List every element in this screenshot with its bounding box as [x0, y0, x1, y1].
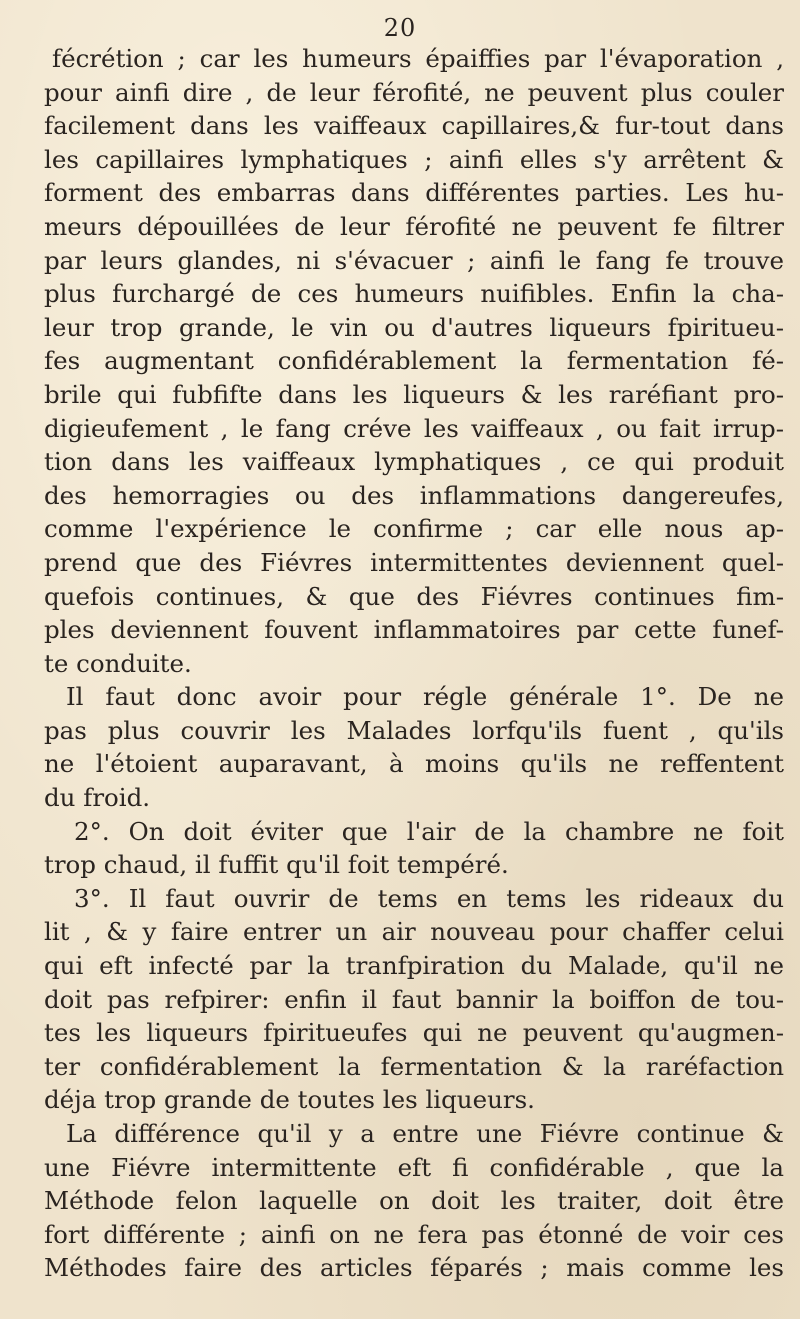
text-line: fes augmentant confidérablement la fermentation fé-	[44, 346, 784, 376]
text-line: brile qui fubfifte dans les liqueurs & les raréfiant pro-	[44, 379, 784, 409]
body-text	[44, 42, 784, 1285]
text-line: forment des embarras dans différentes parties. Les hu-	[44, 178, 784, 208]
text-line: leur trop grande, le vin ou d'autres liqueurs fpiritueu-	[44, 312, 784, 342]
text-line: facilement dans les vaiffeaux capillaires,& fur-tout dans	[44, 111, 784, 141]
text-line: des hemorragies ou des inflammations dangereufes,	[44, 480, 784, 510]
text-line: ter confidérablement la fermentation & la raréfaction	[44, 1051, 784, 1081]
text-line: comme l'expérience le confirme ; car elle nous ap-	[44, 514, 784, 544]
text-line: fécrétion ; car les humeurs épaiffies par l'évaporation ,	[52, 44, 784, 73]
text-line: pas plus couvrir les Malades lorfqu'ils fuent , qu'ils	[44, 715, 784, 745]
text-line: par leurs glandes, ni s'évacuer ; ainfi le fang fe trouve	[44, 245, 784, 275]
text-line: ples deviennent fouvent inflammatoires par cette funef-	[44, 615, 784, 645]
text-line: La différence qu'il y a entre une Fiévre continue &	[66, 1119, 784, 1148]
text-line: Méthode felon laquelle on doit les traiter, doit être	[44, 1186, 784, 1216]
text-line: digieufement , le fang créve les vaiffeaux , ou fait irrup-	[44, 413, 784, 443]
text-line: te conduite.	[44, 648, 192, 678]
text-line: 2°. On doit éviter que l'air de la chambre ne foit	[74, 816, 784, 846]
text-line: doit pas refpirer: enfin il faut bannir la boiffon de tou-	[44, 984, 784, 1014]
text-line: tion dans les vaiffeaux lymphatiques , ce qui produit	[44, 447, 784, 477]
text-line: lit , & y faire entrer un air nouveau pour chaffer celui	[44, 917, 784, 947]
text-line: meurs dépouillées de leur férofité ne peuvent fe filtrer	[44, 211, 784, 241]
text-line: du froid.	[44, 783, 151, 813]
text-line: ne l'étoient auparavant, à moins qu'ils ne reffentent	[44, 749, 784, 779]
text-line: déja trop grande de toutes les liqueurs.	[44, 1085, 535, 1115]
text-line: quefois continues, & que des Fiévres continues fim-	[44, 581, 784, 611]
text-line: plus furchargé de ces humeurs nuifibles. Enfin la cha-	[44, 279, 784, 309]
text-line: trop chaud, il fuffit qu'il foit tempéré.	[44, 850, 509, 880]
text-line: tes les liqueurs fpiritueufes qui ne peuvent qu'augmen-	[44, 1018, 784, 1048]
text-line: fort différente ; ainfi on ne fera pas étonné de voir ces	[44, 1219, 784, 1249]
text-line: une Fiévre intermittente eft fi confidérable , que la	[44, 1152, 784, 1182]
text-line: Méthodes faire des articles féparés ; mais comme les	[44, 1253, 784, 1283]
text-line: Il faut donc avoir pour régle générale 1°. De ne	[66, 682, 784, 712]
text-line: pour ainfi dire , de leur férofité, ne peuvent plus couler	[44, 77, 784, 107]
page-number: 20	[383, 14, 417, 42]
text-line: 3°. Il faut ouvrir de tems en tems les rideaux du	[74, 883, 784, 913]
text-line: prend que des Fiévres intermittentes deviennent quel-	[44, 547, 784, 577]
text-line: les capillaires lymphatiques ; ainfi elles s'y arrêtent &	[44, 144, 784, 174]
text-line: qui eft infecté par la tranfpiration du Malade, qu'il ne	[44, 951, 784, 981]
